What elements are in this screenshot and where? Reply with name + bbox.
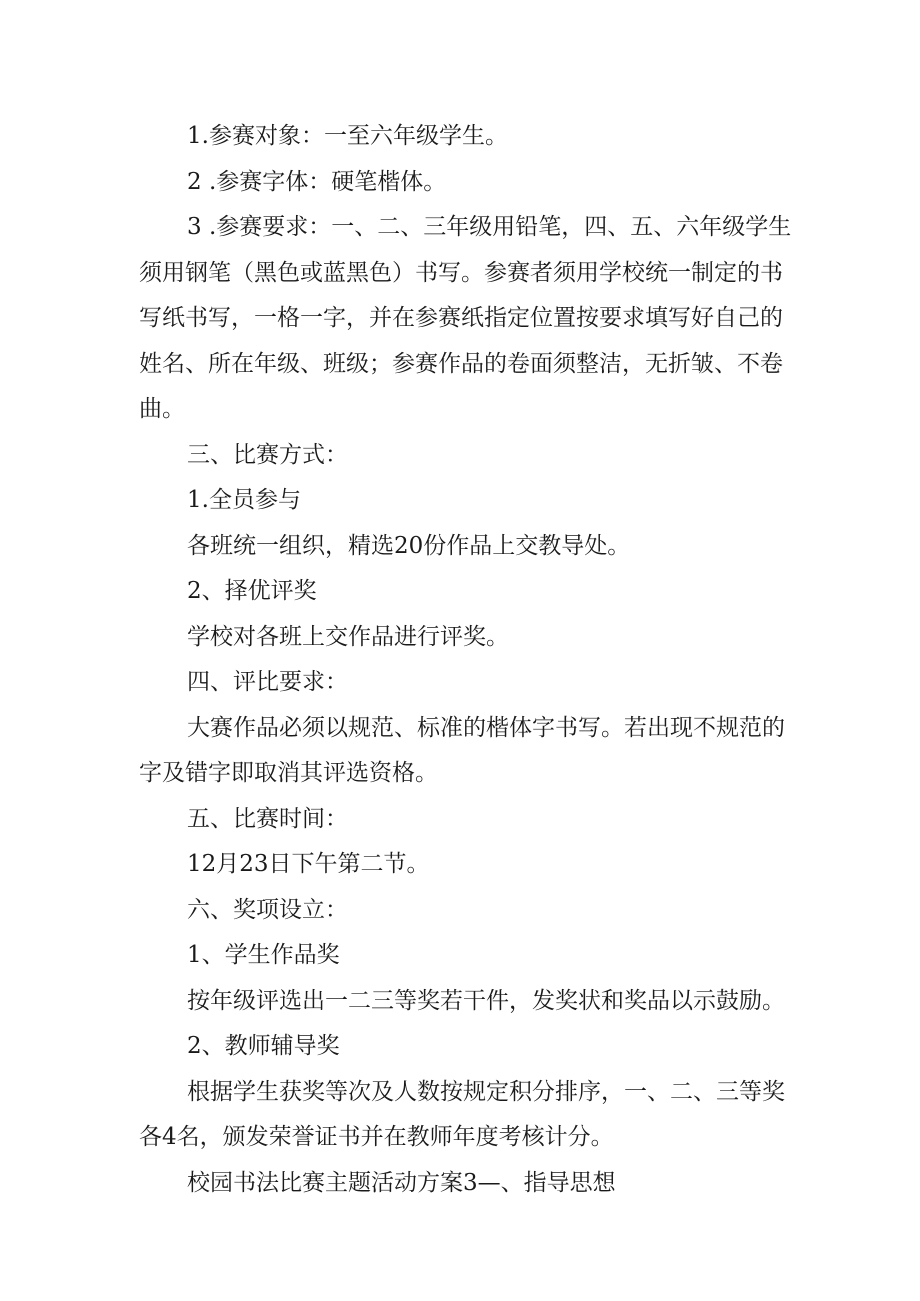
paragraph: 2 .参赛字体：硬笔楷体。 bbox=[187, 168, 447, 195]
section-heading: 五、比赛时间： bbox=[187, 805, 348, 832]
section-heading: 六、奖项设立： bbox=[187, 896, 348, 923]
section-heading: 四、评比要求： bbox=[187, 669, 348, 695]
paragraph: 1.参赛对象：一至六年级学生。 bbox=[187, 123, 508, 149]
paragraph: 12月23日下午第二节。 bbox=[187, 851, 430, 877]
paragraph: 各班统一组织，精选20份作品上交教导处。 bbox=[187, 532, 631, 559]
paragraph: 按年级评选出一二三等奖若干件，发奖状和奖品以示鼓励。 bbox=[187, 987, 785, 1014]
paragraph: 学校对各班上交作品进行评奖。 bbox=[187, 623, 509, 650]
paragraph: 大赛作品必须以规范、标准的楷体字书写。若出现不规范的字及错字即取消其评选资格。 bbox=[139, 714, 785, 786]
document-body bbox=[139, 114, 799, 1206]
paragraph: 根据学生获奖等次及人数按规定积分排序，一、二、三等奖各4名，颁发荣誉证书并在教师年度考核计分。 bbox=[139, 1078, 785, 1150]
subheading: 1、学生作品奖 bbox=[187, 942, 340, 968]
section-heading: 三、比赛方式： bbox=[187, 441, 348, 468]
subheading: 2、择优评奖 bbox=[187, 578, 317, 604]
subheading: 2、教师辅导奖 bbox=[187, 1033, 340, 1059]
subheading: 1.全员参与 bbox=[187, 487, 301, 513]
paragraph: 校园书法比赛主题活动方案3—、指导思想 bbox=[187, 1169, 616, 1196]
paragraph: 3 .参赛要求：一、二、三年级用铅笔，四、五、六年级学生须用钢笔（黑色或蓝黑色）书写。参赛者须用学校统一制定的书写纸书写，一格一字，并在参赛纸指定位置按要求填写好自己的姓名、所在年级、班级；参赛作品的卷面须整洁，无折皱、不卷曲。 bbox=[139, 214, 792, 422]
